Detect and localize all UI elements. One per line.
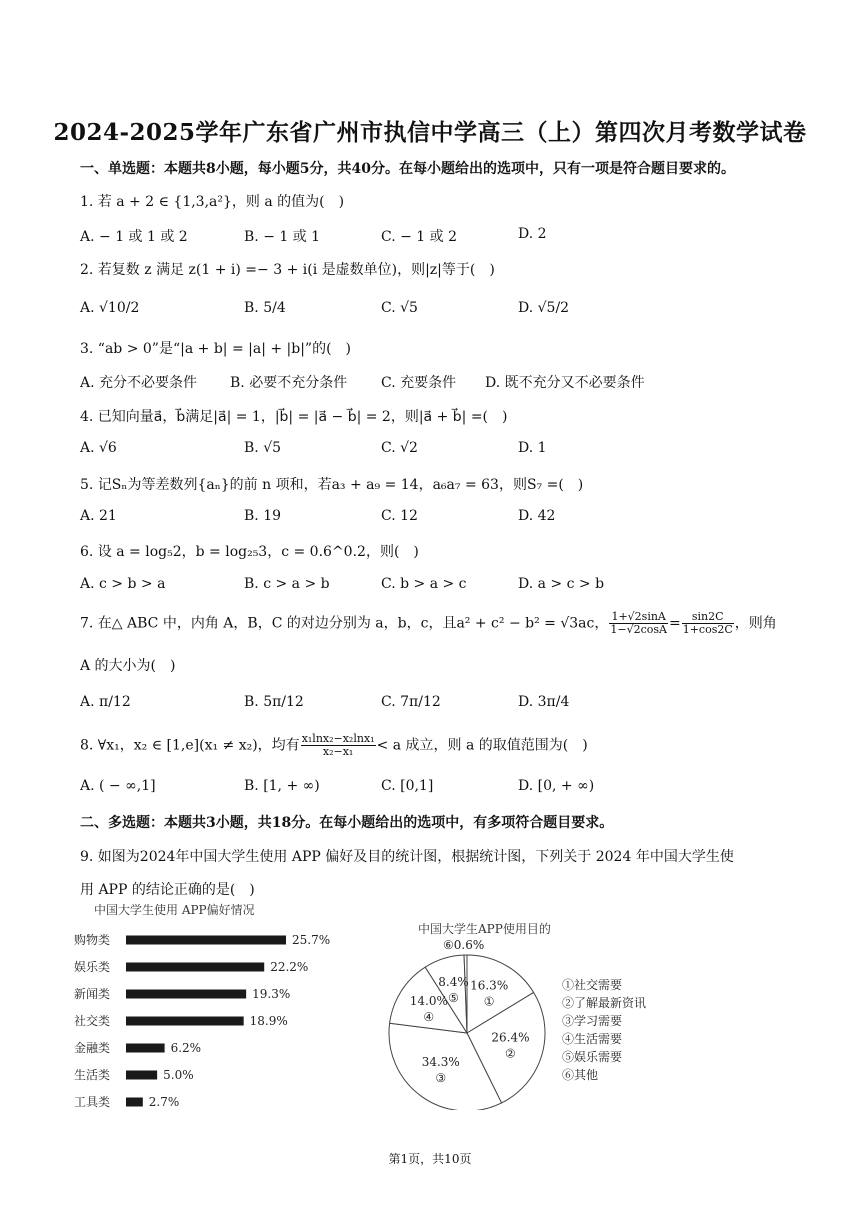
fraction-denominator: x₂−x₁ (322, 745, 354, 758)
bar-category-label: 娱乐类 (74, 960, 111, 974)
question-3-option-b: B. 必要不充分条件 (230, 375, 348, 391)
pie-legend-item: ③学习需要 (562, 1014, 623, 1028)
question-6-option-a: A. c > b > a (80, 576, 166, 592)
question-8-option-c: C. [0,1] (381, 778, 434, 794)
question-2-option-d: D. √5/2 (518, 300, 570, 316)
pie-slice-value: 34.3% (421, 1054, 460, 1069)
question-2-option-b: B. 5/4 (244, 300, 286, 316)
fraction-denominator: 1+cos2C (682, 623, 733, 636)
pie-slice-marker: ③ (435, 1070, 447, 1085)
question-4-stem: 4. 已知向量a⃗，b⃗满足|a⃗| = 1，|b⃗| = |a⃗ − b⃗| = 2，则|a⃗ + b⃗| =( ) (80, 409, 508, 425)
bar-category-label: 社交类 (74, 1014, 111, 1028)
question-3-option-c: C. 充要条件 (381, 375, 457, 391)
bar (126, 1098, 143, 1107)
bar-value-label: 18.9% (249, 1014, 288, 1028)
question-4-option-d: D. 1 (518, 440, 547, 456)
pie-slice-value: 26.4% (491, 1030, 530, 1045)
bar-value-label: 2.7% (148, 1095, 180, 1109)
bar-category-label: 购物类 (74, 933, 111, 947)
question-7-fraction-right (682, 611, 734, 636)
bar-value-label: 19.3% (252, 987, 291, 1001)
fraction-numerator: x₁lnx₂−x₂lnx₁ (301, 732, 375, 745)
question-6-option-d: D. a > c > b (518, 576, 605, 592)
question-8-fraction (301, 733, 376, 758)
question-2-option-a: A. √10/2 (80, 300, 140, 316)
pie-slice-marker: ① (483, 994, 495, 1009)
question-1-option-d: D. 2 (518, 226, 547, 242)
question-4-option-a: A. √6 (80, 440, 117, 456)
question-7-stem-tail: ，则角 (734, 615, 777, 632)
question-8-stem-post: < a 成立，则 a 的取值范围为( ) (376, 737, 588, 754)
bar (126, 963, 264, 972)
question-1-option-b: B. − 1 或 1 (244, 229, 321, 245)
question-4-option-b: B. √5 (244, 440, 282, 456)
question-7-stem (80, 611, 777, 636)
question-9-stem-line2: 用 APP 的结论正确的是( ) (80, 882, 255, 898)
question-6-option-b: B. c > a > b (244, 576, 330, 592)
bar (126, 936, 286, 945)
bar (126, 1071, 157, 1080)
page-title: 2024-2025学年广东省广州市执信中学高三（上）第四次月考数学试卷 (53, 119, 807, 146)
page-footer: 第1页，共10页 (388, 1152, 472, 1166)
pie-slice-value: 16.3% (470, 978, 509, 993)
bar-category-label: 工具类 (74, 1095, 111, 1109)
bar-category-label: 新闻类 (74, 987, 111, 1001)
app-purpose-pie-chart (380, 915, 680, 1110)
question-8-stem (80, 733, 588, 758)
question-8-option-a: A. ( − ∞,1] (80, 778, 156, 794)
fraction-denominator: 1−√2cosA (610, 623, 667, 636)
question-2-stem: 2. 若复数 z 满足 z(1 + i) =− 3 + i(i 是虚数单位)，则|z|等于( ) (80, 262, 495, 278)
question-1-stem: 1. 若 a + 2 ∈ {1,3,a²}，则 a 的值为( ) (80, 194, 345, 210)
question-6-stem: 6. 设 a = log₅2，b = log₂₅3，c = 0.6^0.2，则( ) (80, 544, 419, 560)
question-6-option-c: C. b > a > c (381, 576, 467, 592)
pie-slice-marker: ④ (423, 1009, 435, 1024)
bar-category-label: 金融类 (74, 1041, 111, 1055)
pie-slice-value: 14.0% (409, 993, 448, 1008)
bar-value-label: 22.2% (270, 960, 309, 974)
bar (126, 1017, 244, 1026)
pie-slice-value: 8.4% (438, 974, 469, 989)
bar-value-label: 5.0% (163, 1068, 194, 1082)
question-4-option-c: C. √2 (381, 440, 418, 456)
fraction-numerator: sin2C (682, 611, 734, 624)
pie-legend-item: ①社交需要 (562, 978, 623, 992)
question-3-option-d: D. 既不充分又不必要条件 (485, 375, 645, 391)
question-7-fraction-left (609, 611, 668, 636)
pie-legend-item: ②了解最新资讯 (562, 996, 647, 1010)
pie-chart-title: 中国大学生APP使用目的 (418, 922, 551, 936)
pie-legend-item: ⑤娱乐需要 (562, 1050, 623, 1064)
question-5-option-c: C. 12 (381, 508, 418, 524)
question-5-option-d: D. 42 (518, 508, 556, 524)
bar-value-label: 25.7% (292, 933, 331, 947)
question-9-stem-line1: 9. 如图为2024年中国大学生使用 APP 偏好及目的统计图，根据统计图，下列关于 2024 年中国大学生使 (80, 849, 734, 865)
question-3-option-a: A. 充分不必要条件 (80, 375, 198, 391)
section-2-heading: 二、多选题：本题共3小题，共18分。在每小题给出的选项中，有多项符合题目要求。 (80, 815, 614, 831)
fraction-numerator: 1+√2sinA (609, 611, 668, 624)
pie-slice-marker: ⑤ (448, 990, 459, 1005)
equals-sign: = (668, 615, 681, 632)
bar-value-label: 6.2% (170, 1041, 202, 1055)
bar (126, 1044, 165, 1053)
question-8-stem-pre: 8. ∀x₁，x₂ ∈ [1,e](x₁ ≠ x₂)，均有 (80, 737, 300, 754)
question-2-option-c: C. √5 (381, 300, 418, 316)
question-7-option-c: C. 7π/12 (381, 694, 441, 710)
question-7-option-a: A. π/12 (80, 694, 131, 710)
question-7-stem-part1: 7. 在△ ABC 中，内角 A，B，C 的对边分别为 a，b，c，且a² + c² − b² = √3ac， (80, 615, 609, 632)
question-3-stem: 3. “ab > 0”是“|a + b| = |a| + |b|”的( ) (80, 341, 352, 357)
question-1-option-a: A. − 1 或 1 或 2 (80, 229, 188, 245)
question-7-stem-line2: A 的大小为( ) (80, 658, 176, 674)
question-5-option-b: B. 19 (244, 508, 282, 524)
bar-category-label: 生活类 (74, 1068, 111, 1082)
question-7-option-d: D. 3π/4 (518, 694, 570, 710)
app-preference-bar-chart (70, 898, 370, 1113)
question-8-option-b: B. [1, + ∞) (244, 778, 320, 794)
question-8-option-d: D. [0, + ∞) (518, 778, 595, 794)
pie-legend-item: ⑥其他 (562, 1068, 599, 1082)
pie-slice-label: ⑥0.6% (443, 938, 485, 952)
bar (126, 990, 246, 999)
bar-chart-title: 中国大学生使用 APP偏好情况 (94, 903, 255, 917)
question-7-option-b: B. 5π/12 (244, 694, 304, 710)
question-5-option-a: A. 21 (80, 508, 117, 524)
question-5-stem: 5. 记Sₙ为等差数列{aₙ}的前 n 项和，若a₃ + a₉ = 14，a₆a₇ = 63，则S₇ =( ) (80, 477, 584, 493)
section-1-heading: 一、单选题：本题共8小题，每小题5分，共40分。在每小题给出的选项中，只有一项是符合题目要求的。 (80, 161, 735, 177)
pie-slice-marker: ② (505, 1046, 516, 1061)
pie-legend-item: ④生活需要 (562, 1032, 623, 1046)
question-1-option-c: C. − 1 或 2 (381, 229, 458, 245)
